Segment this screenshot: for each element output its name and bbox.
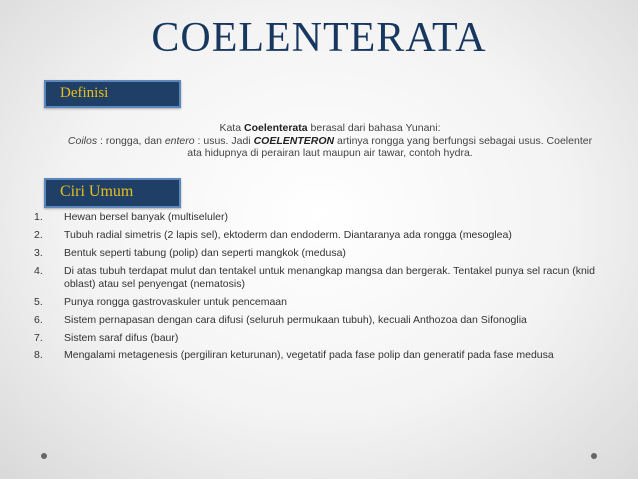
list-item [34,211,609,224]
bullet-dot-icon [41,453,47,459]
definition-line-1 [50,122,610,135]
term-coelenteron: COELENTERON [253,134,335,147]
definition-line-2 [50,135,610,148]
item-number: 1. [34,211,43,223]
list-item [34,296,609,309]
ciri-umum-label: Ciri Umum [44,178,181,208]
definition-line-3: ata hidupnya di perairan laut maupun air tawar, contoh hydra. [187,147,473,159]
list-item [34,314,609,327]
list-item [34,332,609,345]
item-number: 3. [34,246,43,259]
item-number: 5. [34,295,43,308]
item-number: 4. [34,264,43,277]
item-text: Punya rongga gastrovaskuler untuk pencemaan [64,295,287,308]
def-text: berasal dari bahasa Yunani: [307,122,441,134]
def-text: artinya rongga yang berfungsi sebagai usus. Coelenter [334,134,593,147]
ciri-list [34,211,609,367]
term-coelenterata: Coelenterata [244,122,308,134]
item-text: Sistem pernapasan dengan cara difusi (seluruh permukaan tubuh), kecuali Anthozoa dan Sifonoglia [64,313,527,326]
item-text: Hewan bersel banyak (multiseluler) [64,211,228,223]
item-number: 8. [34,349,43,362]
item-text: Mengalami metagenesis (pergiliran keturunan), vegetatif pada fase polip dan generatif pada fase medusa [64,349,554,362]
def-text: : rongga, dan [97,134,165,147]
item-text: Sistem saraf difus (baur) [64,331,179,344]
list-item [34,229,609,242]
item-text: Tubuh radial simetris (2 lapis sel), ektoderm dan endoderm. Diantaranya ada rongga (mesoglea) [64,228,512,241]
def-text: : usus. Jadi [194,134,254,147]
slide-title: COELENTERATA [151,15,487,61]
item-number: 2. [34,228,43,241]
list-item [34,265,609,290]
definisi-label: Definisi [44,80,181,108]
item-number: 6. [34,313,43,326]
definition-text [50,122,610,160]
def-text: Kata [219,122,244,134]
term-entero: entero [164,134,195,147]
list-item [34,349,609,362]
term-coilos: Coilos [67,134,98,147]
item-number: 7. [34,331,43,344]
item-text: Bentuk seperti tabung (polip) dan seperti mangkok (medusa) [64,246,346,259]
list-item [34,247,609,260]
bullet-dot-icon [591,453,597,459]
item-text: Di atas tubuh terdapat mulut dan tentakel untuk menangkap mangsa dan bergerak. Tentakel punya sel racun (knid oblast) atau sel penyengat (nematosis) [64,264,595,290]
